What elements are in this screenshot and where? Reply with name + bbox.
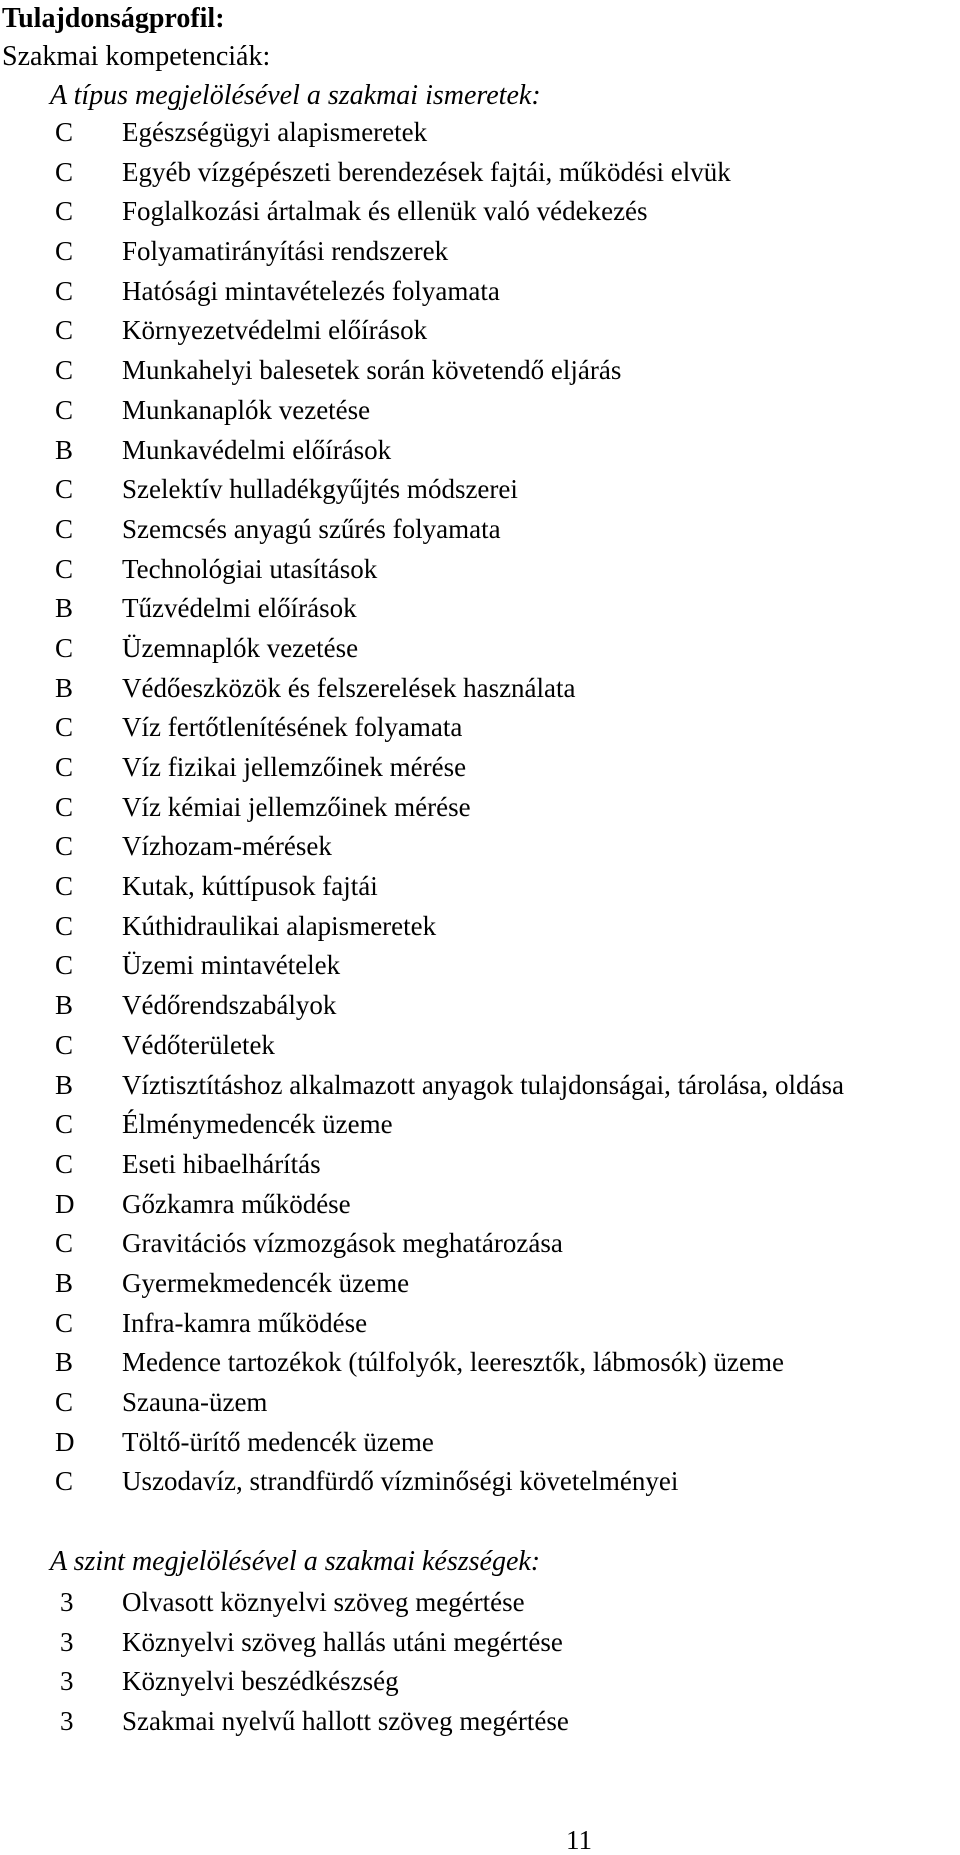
knowledge-item-label: Munkahelyi balesetek során követendő eljárás (122, 355, 622, 386)
knowledge-item-label: Medence tartozékok (túlfolyók, leeresztők, lábmosók) üzeme (122, 1347, 785, 1378)
knowledge-item-code: C (55, 315, 74, 346)
knowledge-item-label: Védőrendszabályok (122, 990, 337, 1021)
knowledge-item-label: Egyéb vízgépészeti berendezések fajtái, működési elvük (122, 156, 731, 187)
knowledge-item-code: C (55, 196, 74, 227)
knowledge-item-code: C (55, 394, 74, 425)
knowledge-item-label: Munkavédelmi előírások (122, 434, 392, 465)
knowledge-item-code: B (55, 1069, 74, 1100)
knowledge-section-heading: A típus megjelölésével a szakmai ismeretek: (50, 80, 541, 111)
knowledge-item-label: Védőeszközök és felszerelések használata (122, 672, 576, 703)
knowledge-item-code: C (55, 553, 74, 584)
knowledge-item-label: Gravitációs vízmozgások meghatározása (122, 1228, 563, 1259)
knowledge-item-label: Infra-kamra működése (122, 1307, 368, 1338)
knowledge-item-code: B (55, 593, 74, 624)
knowledge-item-label: Víz fertőtlenítésének folyamata (122, 712, 463, 743)
competencies-subtitle: Szakmai kompetenciák: (2, 41, 271, 72)
knowledge-item-label: Élménymedencék üzeme (122, 1109, 393, 1140)
knowledge-item-label: Egészségügyi alapismeretek (122, 117, 428, 147)
knowledge-item-label: Üzemnaplók vezetése (122, 632, 359, 663)
knowledge-item-label: Eseti hibaelhárítás (122, 1148, 321, 1179)
knowledge-item-code: D (55, 1426, 75, 1457)
knowledge-item-label: Uszodavíz, strandfürdő vízminőségi követelményei (122, 1466, 679, 1497)
knowledge-item-label: Gyermekmedencék üzeme (122, 1267, 410, 1298)
skill-item-code: 3 (60, 1626, 74, 1657)
knowledge-item-label: Szauna-üzem (122, 1387, 268, 1417)
skill-item-code: 3 (60, 1705, 74, 1736)
knowledge-item-label: Hatósági mintavételezés folyamata (122, 275, 500, 306)
knowledge-item-label: Kúthidraulikai alapismeretek (122, 910, 437, 941)
knowledge-item-code: D (55, 1188, 75, 1219)
knowledge-item-label: Munkanaplók vezetése (122, 394, 371, 425)
knowledge-item-code: B (55, 672, 74, 703)
knowledge-item-label: Töltő-ürítő medencék üzeme (122, 1426, 434, 1457)
knowledge-item-label: Folyamatirányítási rendszerek (122, 236, 449, 267)
knowledge-item-label: Víz fizikai jellemzőinek mérése (122, 752, 467, 782)
knowledge-item-label: Víz kémiai jellemzőinek mérése (122, 791, 471, 822)
knowledge-item-code: C (55, 474, 74, 505)
knowledge-item-label: Vízhozam-mérések (122, 831, 332, 862)
knowledge-item-code: C (55, 1387, 74, 1417)
knowledge-item-label: Kutak, kúttípusok fajtái (122, 871, 378, 902)
knowledge-item-label: Technológiai utasítások (122, 553, 378, 584)
skill-item-label: Köznyelvi szöveg hallás utáni megértése (122, 1626, 563, 1657)
knowledge-item-code: B (55, 990, 74, 1021)
knowledge-item-code: C (55, 791, 74, 822)
knowledge-item-label: Szemcsés anyagú szűrés folyamata (122, 513, 501, 544)
knowledge-item-label: Víztisztításhoz alkalmazott anyagok tulajdonságai, tárolása, oldása (122, 1069, 845, 1100)
knowledge-item-label: Foglalkozási ártalmak és ellenük való védekezés (122, 196, 648, 227)
skill-item-label: Köznyelvi beszédkészség (122, 1666, 399, 1696)
knowledge-item-code: C (55, 871, 74, 902)
knowledge-item-label: Tűzvédelmi előírások (122, 593, 357, 624)
knowledge-item-code: C (55, 156, 74, 187)
page-title: Tulajdonságprofil: (2, 3, 225, 34)
knowledge-item-code: C (55, 236, 74, 267)
knowledge-item-code: C (55, 712, 74, 743)
knowledge-item-label: Üzemi mintavételek (122, 950, 341, 981)
knowledge-item-code: C (55, 632, 74, 663)
knowledge-item-code: C (55, 1109, 74, 1140)
knowledge-item-code: C (55, 1148, 74, 1179)
skill-item-label: Szakmai nyelvű hallott szöveg megértése (122, 1705, 569, 1736)
knowledge-item-code: B (55, 1347, 74, 1378)
knowledge-item-label: Védőterületek (122, 1029, 275, 1060)
knowledge-item-code: C (55, 950, 74, 981)
knowledge-item-code: B (55, 1267, 74, 1298)
skill-item-code: 3 (60, 1587, 74, 1617)
knowledge-item-code: C (55, 1466, 74, 1497)
knowledge-item-code: C (55, 1307, 74, 1338)
skill-item-label: Olvasott köznyelvi szöveg megértése (122, 1587, 525, 1617)
knowledge-item-code: C (55, 513, 74, 544)
knowledge-item-code: C (55, 752, 74, 782)
skill-item-code: 3 (60, 1666, 74, 1696)
knowledge-item-code: C (55, 117, 74, 147)
knowledge-item-code: C (55, 275, 74, 306)
knowledge-item-code: C (55, 831, 74, 862)
knowledge-item-code: B (55, 434, 74, 465)
knowledge-item-code: C (55, 910, 74, 941)
knowledge-item-label: Környezetvédelmi előírások (122, 315, 428, 346)
knowledge-item-label: Gőzkamra működése (122, 1188, 351, 1219)
knowledge-item-code: C (55, 1029, 74, 1060)
skills-section-heading: A szint megjelölésével a szakmai készségek: (50, 1546, 541, 1577)
knowledge-item-label: Szelektív hulladékgyűjtés módszerei (122, 474, 518, 505)
page-number: 11 (566, 1825, 592, 1855)
knowledge-item-code: C (55, 1228, 74, 1259)
knowledge-item-code: C (55, 355, 74, 386)
